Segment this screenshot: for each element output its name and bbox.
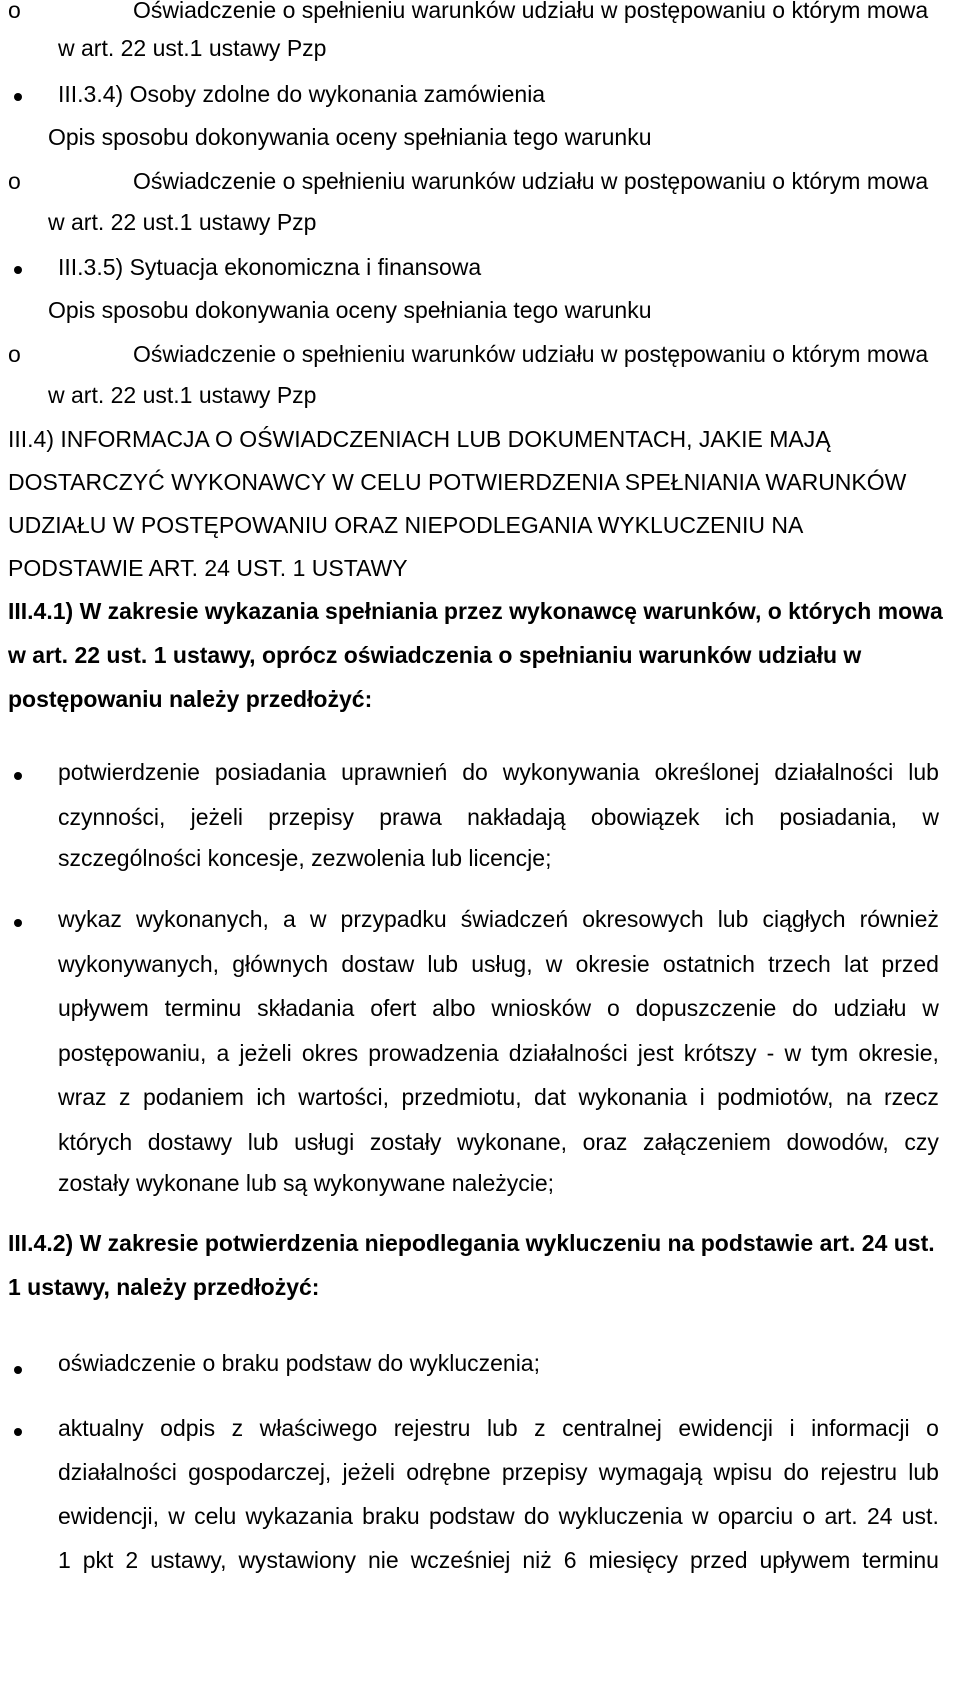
list-item: w art. 22 ust.1 ustawy Pzp [48, 209, 317, 235]
section-description: Opis sposobu dokonywania oceny spełniania tego warunku [48, 297, 652, 323]
circle-bullet: o [8, 341, 21, 367]
section-description: Opis sposobu dokonywania oceny spełniania tego warunku [48, 124, 652, 150]
section-heading: III.3.5) Sytuacja ekonomiczna i finansowa [58, 254, 482, 280]
list-item: postępowaniu, a jeżeli okres prowadzenia działalności jest krótszy - w tym okresie, [58, 1040, 939, 1066]
bullet-dot-icon [14, 93, 22, 101]
list-item: Oświadczenie o spełnieniu warunków udziału w postępowaniu o którym mowa [133, 341, 929, 367]
list-item: działalności gospodarczej, jeżeli odrębne przepisy wymagają wpisu do rejestru lub [58, 1459, 939, 1485]
subsection-heading: w art. 22 ust. 1 ustawy, oprócz oświadczenia o spełnianiu warunków udziału w [8, 642, 862, 668]
bullet-dot-icon [14, 1366, 22, 1374]
list-item: zostały wykonane lub są wykonywane należycie; [58, 1170, 555, 1196]
list-item: Oświadczenie o spełnieniu warunków udziału w postępowaniu o którym mowa [133, 0, 929, 23]
circle-bullet: o [8, 0, 21, 23]
section-heading: UDZIAŁU W POSTĘPOWANIU ORAZ NIEPODLEGANIA WYKLUCZENIU NA [8, 512, 804, 538]
list-item: potwierdzenie posiadania uprawnień do wykonywania określonej działalności lub [58, 759, 939, 785]
subsection-heading: 1 ustawy, należy przedłożyć: [8, 1274, 320, 1300]
list-item: upływem terminu składania ofert albo wniosków o dopuszczenie do udziału w [58, 995, 939, 1021]
list-item: których dostawy lub usługi zostały wykonane, oraz załączeniem dowodów, czy [58, 1129, 939, 1155]
list-item: szczególności koncesje, zezwolenia lub licencje; [58, 845, 552, 871]
list-item: wraz z podaniem ich wartości, przedmiotu, dat wykonania i podmiotów, na rzecz [58, 1084, 939, 1110]
list-item: Oświadczenie o spełnieniu warunków udziału w postępowaniu o którym mowa [133, 168, 929, 194]
section-heading: III.4) INFORMACJA O OŚWIADCZENIACH LUB DOKUMENTACH, JAKIE MAJĄ [8, 426, 831, 452]
list-item: oświadczenie o braku podstaw do wykluczenia; [58, 1350, 540, 1376]
section-heading: PODSTAWIE ART. 24 UST. 1 USTAWY [8, 555, 408, 581]
list-item: wykonywanych, głównych dostaw lub usług, w okresie ostatnich trzech lat przed [58, 951, 939, 977]
bullet-dot-icon [14, 266, 22, 274]
section-heading: III.3.4) Osoby zdolne do wykonania zamówienia [58, 81, 546, 107]
list-item: aktualny odpis z właściwego rejestru lub z centralnej ewidencji i informacji o [58, 1415, 939, 1441]
list-item: 1 pkt 2 ustawy, wystawiony nie wcześniej niż 6 miesięcy przed upływem terminu [58, 1547, 939, 1573]
list-item: w art. 22 ust.1 ustawy Pzp [48, 382, 317, 408]
list-item: w art. 22 ust.1 ustawy Pzp [58, 35, 327, 61]
bullet-dot-icon [14, 919, 22, 927]
bullet-dot-icon [14, 1428, 22, 1436]
section-heading: DOSTARCZYĆ WYKONAWCY W CELU POTWIERDZENIA SPEŁNIANIA WARUNKÓW [8, 469, 907, 495]
circle-bullet: o [8, 168, 21, 194]
subsection-heading: III.4.2) W zakresie potwierdzenia niepodlegania wykluczeniu na podstawie art. 24 ust. [8, 1230, 935, 1256]
list-item: ewidencji, w celu wykazania braku podstaw do wykluczenia w oparciu o art. 24 ust. [58, 1503, 939, 1529]
bullet-dot-icon [14, 772, 22, 780]
subsection-heading: III.4.1) W zakresie wykazania spełniania przez wykonawcę warunków, o których mowa [8, 598, 943, 624]
subsection-heading: postępowaniu należy przedłożyć: [8, 686, 373, 712]
list-item: czynności, jeżeli przepisy prawa nakładają obowiązek ich posiadania, w [58, 804, 939, 830]
list-item: wykaz wykonanych, a w przypadku świadczeń okresowych lub ciągłych również [58, 906, 939, 932]
